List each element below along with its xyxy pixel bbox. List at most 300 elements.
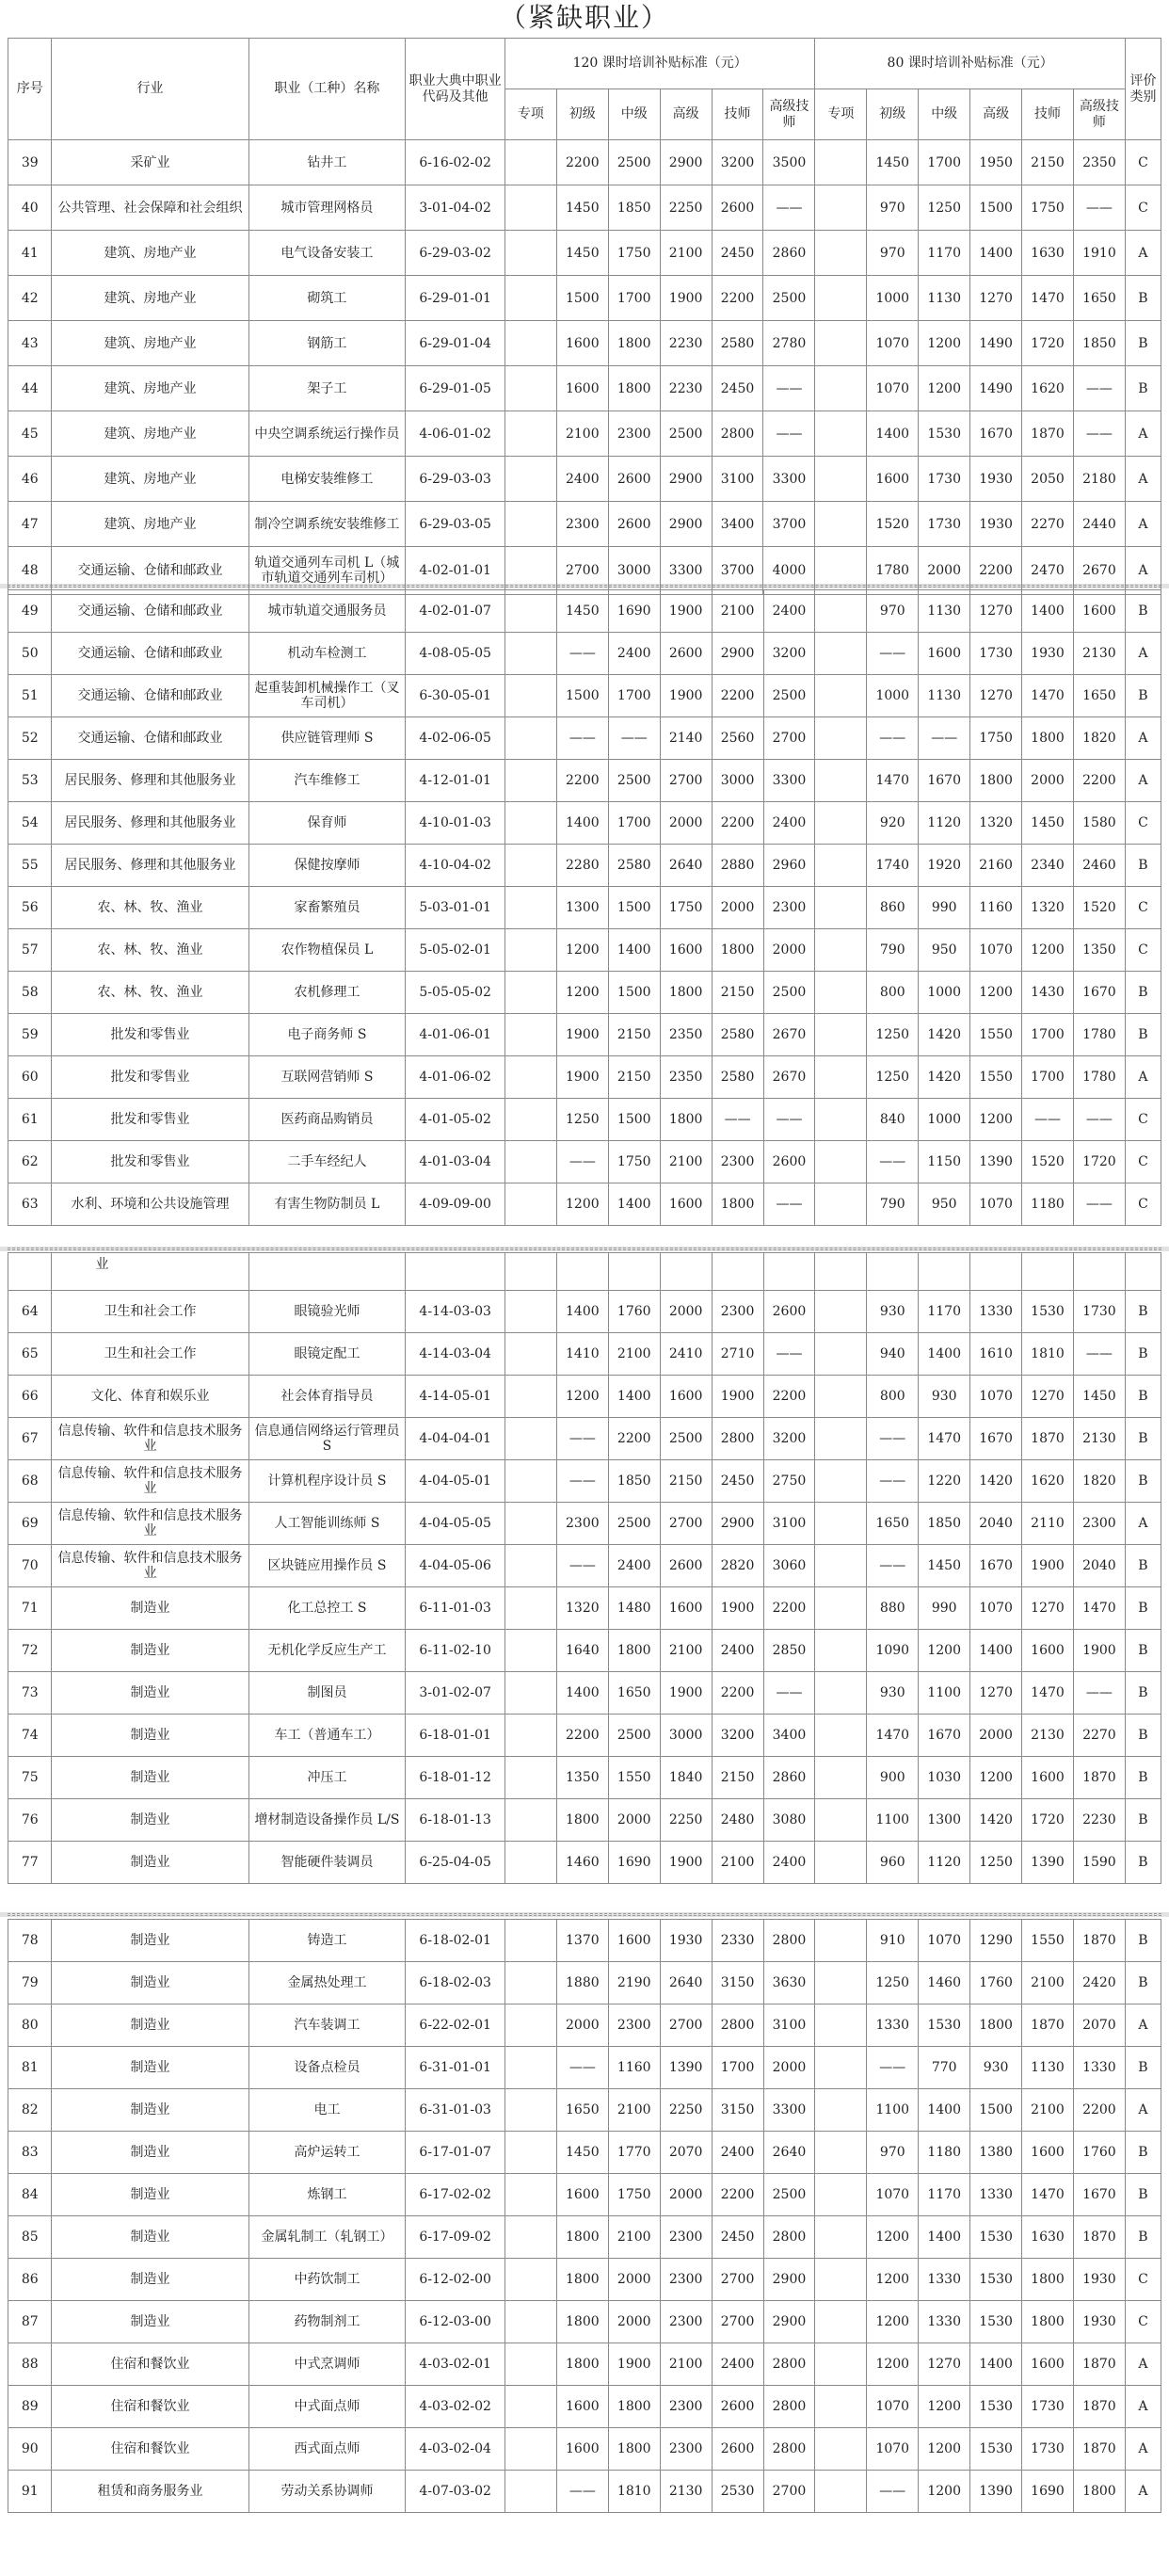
category-cell: B: [1125, 2216, 1161, 2259]
category-cell: B: [1125, 1291, 1161, 1333]
code-cell: 4-01-05-02: [406, 1099, 505, 1141]
subsidy-120-cell: [504, 1672, 556, 1715]
subsidy-80-cell: 1930: [970, 502, 1022, 547]
subsidy-80-cell: 1320: [1022, 887, 1074, 929]
seq-cell: 58: [8, 972, 52, 1014]
table-row: [8, 1460, 1161, 1503]
table-row: [8, 1014, 1161, 1056]
subsidy-120-cell: [504, 1799, 556, 1842]
subsidy-120-cell: 2900: [712, 1503, 763, 1545]
subsidy-120-cell: 3200: [763, 1418, 815, 1460]
subsidy-80-cell: 1530: [970, 2216, 1022, 2259]
subsidy-80-cell: 1470: [1073, 1587, 1125, 1630]
subsidy-120-cell: 1650: [608, 1672, 660, 1715]
subsidy-80-cell: [815, 1799, 867, 1842]
code-cell: 4-02-01-01: [406, 547, 505, 595]
subsidy-120-cell: 3400: [763, 1715, 815, 1757]
industry-cell: 文化、体育和娱乐业: [52, 1376, 248, 1418]
subsidy-120-cell: 2250: [660, 2089, 712, 2132]
industry-cell: 制造业: [52, 1962, 248, 2004]
category-cell: B: [1125, 321, 1161, 366]
subsidy-120-cell: 1600: [660, 1183, 712, 1226]
header-level: 高级: [970, 89, 1022, 140]
table-row: [8, 140, 1161, 185]
category-cell: B: [1125, 2132, 1161, 2174]
subsidy-120-cell: 2700: [763, 2471, 815, 2513]
subsidy-80-cell: 1780: [1073, 1014, 1125, 1056]
industry-cell: 制造业: [52, 2004, 248, 2047]
subsidy-80-cell: 920: [867, 802, 919, 845]
industry-cell: 居民服务、修理和其他服务业: [52, 845, 248, 887]
subsidy-80-cell: [815, 1056, 867, 1099]
subsidy-80-cell: 1580: [1073, 802, 1125, 845]
header-code: 职业大典中职业代码及其他: [406, 39, 505, 140]
subsidy-80-cell: 1920: [919, 845, 970, 887]
subsidy-120-cell: 2300: [608, 2004, 660, 2047]
subsidy-80-cell: 1930: [1022, 633, 1074, 675]
subsidy-120-cell: [504, 1014, 556, 1056]
subsidy-120-cell: [504, 802, 556, 845]
code-cell: 4-14-03-04: [406, 1333, 505, 1376]
industry-cell: 建筑、房地产业: [52, 366, 248, 411]
occupation-cell: 信息通信网络运行管理员 S: [248, 1418, 406, 1460]
subsidy-80-cell: 1070: [867, 366, 919, 411]
category-cell: B: [1125, 845, 1161, 887]
occupation-cell: 供应链管理师 S: [248, 717, 406, 760]
subsidy-120-cell: 1770: [608, 2132, 660, 2174]
subsidy-80-cell: 1650: [867, 1503, 919, 1545]
subsidy-120-cell: 1450: [556, 2132, 608, 2174]
industry-cell: 制造业: [52, 1799, 248, 1842]
subsidy-120-cell: 2700: [763, 717, 815, 760]
table-row: [8, 276, 1161, 321]
category-cell: B: [1125, 1630, 1161, 1672]
subsidy-80-cell: 1290: [970, 1920, 1022, 1962]
subsidy-80-cell: ——: [1073, 1099, 1125, 1141]
subsidy-80-cell: [815, 972, 867, 1014]
seq-cell: 79: [8, 1962, 52, 2004]
empty-cell: [660, 1253, 712, 1291]
occupation-cell: 冲压工: [248, 1757, 406, 1799]
occupation-cell: 家畜繁殖员: [248, 887, 406, 929]
subsidy-120-cell: 1390: [660, 2047, 712, 2089]
subsidy-80-cell: 1270: [1022, 1587, 1074, 1630]
subsidy-120-cell: ——: [556, 1460, 608, 1503]
occupation-cell: 人工智能训练师 S: [248, 1503, 406, 1545]
subsidy-80-cell: 1850: [1073, 321, 1125, 366]
subsidy-80-cell: 1530: [970, 2259, 1022, 2301]
subsidy-120-cell: 2800: [763, 2216, 815, 2259]
subsidy-80-cell: 1400: [919, 2216, 970, 2259]
occupation-cell: 二手车经纪人: [248, 1141, 406, 1183]
subsidy-120-cell: [504, 1291, 556, 1333]
industry-cell: 制造业: [52, 1587, 248, 1630]
subsidy-120-cell: 1900: [660, 675, 712, 717]
category-cell: B: [1125, 1376, 1161, 1418]
subsidy-80-cell: 1270: [970, 1672, 1022, 1715]
industry-cell: 建筑、房地产业: [52, 231, 248, 276]
subsidy-120-cell: 2200: [556, 1715, 608, 1757]
seq-cell: 78: [8, 1920, 52, 1962]
subsidy-120-cell: 1600: [660, 929, 712, 972]
industry-cell: 建筑、房地产业: [52, 502, 248, 547]
subsidy-120-cell: 2400: [763, 802, 815, 845]
table-row: [8, 1799, 1161, 1842]
subsidy-120-cell: 1450: [556, 590, 608, 633]
subsidy-80-cell: 1250: [867, 1014, 919, 1056]
subsidy-80-cell: [815, 2174, 867, 2216]
seq-cell: 57: [8, 929, 52, 972]
subsidy-80-cell: 1800: [1073, 2471, 1125, 2513]
seq-cell: 68: [8, 1460, 52, 1503]
industry-cell: 卫生和社会工作: [52, 1291, 248, 1333]
subsidy-80-cell: 1120: [919, 1842, 970, 1884]
subsidy-120-cell: 1600: [556, 321, 608, 366]
subsidy-80-cell: [815, 1920, 867, 1962]
seq-cell: 41: [8, 231, 52, 276]
code-cell: 6-29-03-02: [406, 231, 505, 276]
subsidy-80-cell: ——: [867, 1141, 919, 1183]
code-cell: 6-12-02-00: [406, 2259, 505, 2301]
subsidy-80-cell: 1780: [1073, 1056, 1125, 1099]
code-cell: 4-12-01-01: [406, 760, 505, 802]
code-cell: 4-01-06-02: [406, 1056, 505, 1099]
subsidy-80-cell: 1430: [1022, 972, 1074, 1014]
occupation-cell: 制图员: [248, 1672, 406, 1715]
subsidy-120-cell: 1800: [608, 2428, 660, 2471]
subsidy-120-cell: 2750: [763, 1460, 815, 1503]
category-cell: A: [1125, 411, 1161, 457]
empty-cell: [763, 1253, 815, 1291]
code-cell: 5-03-01-01: [406, 887, 505, 929]
table-row: [8, 1757, 1161, 1799]
subsidy-120-cell: 2000: [660, 1291, 712, 1333]
subsidy-80-cell: 1150: [919, 1141, 970, 1183]
subsidy-120-cell: 2250: [660, 185, 712, 231]
subsidy-80-cell: 970: [867, 590, 919, 633]
occupation-cell: 有害生物防制员 L: [248, 1183, 406, 1226]
code-cell: 6-18-01-01: [406, 1715, 505, 1757]
subsidy-120-cell: 2900: [660, 502, 712, 547]
table-row: [8, 2174, 1161, 2216]
occupation-cell: 车工（普通车工）: [248, 1715, 406, 1757]
industry-cell: 建筑、房地产业: [52, 321, 248, 366]
subsidy-120-cell: 3200: [712, 140, 763, 185]
subsidy-80-cell: 1100: [867, 2089, 919, 2132]
subsidy-80-cell: 1720: [1073, 1141, 1125, 1183]
subsidy-80-cell: 1460: [919, 1962, 970, 2004]
subsidy-80-cell: [815, 1099, 867, 1141]
subsidy-120-cell: 2100: [660, 231, 712, 276]
subsidy-120-cell: 1600: [556, 2386, 608, 2428]
page-title: （紧缺职业）: [499, 2, 669, 33]
table-row: [8, 1715, 1161, 1757]
subsidy-120-cell: 1700: [712, 2047, 763, 2089]
subsidy-120-cell: ——: [763, 185, 815, 231]
subsidy-80-cell: [815, 2089, 867, 2132]
subsidy-80-cell: 1870: [1073, 2216, 1125, 2259]
subsidy-120-cell: 2280: [556, 845, 608, 887]
seq-cell: 40: [8, 185, 52, 231]
subsidy-120-cell: 1800: [556, 2259, 608, 2301]
industry-cell: 批发和零售业: [52, 1056, 248, 1099]
code-cell: 6-11-02-10: [406, 1630, 505, 1672]
subsidy-120-cell: 1400: [556, 802, 608, 845]
industry-cell: 信息传输、软件和信息技术服务业: [52, 1545, 248, 1587]
code-cell: 6-29-01-01: [406, 276, 505, 321]
subsidy-80-cell: 1130: [1022, 2047, 1074, 2089]
subsidy-80-cell: [815, 929, 867, 972]
table-row: [8, 2216, 1161, 2259]
subsidy-120-cell: 2100: [660, 2343, 712, 2386]
subsidy-120-cell: 2800: [763, 1920, 815, 1962]
subsidy-80-cell: 1900: [1073, 1630, 1125, 1672]
seq-cell: 75: [8, 1757, 52, 1799]
code-cell: 6-16-02-02: [406, 140, 505, 185]
subsidy-80-cell: 1600: [867, 457, 919, 502]
subsidy-120-cell: 2500: [660, 1418, 712, 1460]
seq-cell: 54: [8, 802, 52, 845]
occupation-cell: 中式烹调师: [248, 2343, 406, 2386]
subsidy-120-cell: 2900: [763, 2259, 815, 2301]
subsidy-120-cell: ——: [712, 1099, 763, 1141]
subsidy-120-cell: 2600: [712, 185, 763, 231]
table-row: [8, 1418, 1161, 1460]
subsidy-80-cell: 1200: [919, 2471, 970, 2513]
subsidy-120-cell: ——: [556, 2471, 608, 2513]
subsidy-80-cell: 1450: [867, 140, 919, 185]
subsidy-80-cell: 1250: [919, 185, 970, 231]
subsidy-80-cell: 1330: [919, 2259, 970, 2301]
seq-cell: 80: [8, 2004, 52, 2047]
subsidy-80-cell: 1600: [1022, 1630, 1074, 1672]
subsidy-120-cell: 1880: [556, 1962, 608, 2004]
subsidy-80-cell: 1380: [970, 2132, 1022, 2174]
empty-cell: [248, 1253, 406, 1291]
subsidy-80-cell: 1130: [919, 276, 970, 321]
occupation-cell: 智能硬件装调员: [248, 1842, 406, 1884]
subsidy-120-cell: 2100: [660, 1141, 712, 1183]
subsidy-80-cell: 800: [867, 1376, 919, 1418]
subsidy-120-cell: 2700: [660, 2004, 712, 2047]
subsidy-80-cell: 960: [867, 1842, 919, 1884]
subsidy-120-cell: 2500: [608, 140, 660, 185]
subsidy-120-cell: 1460: [556, 1842, 608, 1884]
industry-cell: 住宿和餐饮业: [52, 2428, 248, 2471]
subsidy-120-cell: ——: [608, 717, 660, 760]
subsidy-120-cell: 2100: [712, 590, 763, 633]
code-cell: 6-18-02-03: [406, 1962, 505, 2004]
code-cell: 6-29-01-05: [406, 366, 505, 411]
industry-cell: 制造业: [52, 2132, 248, 2174]
category-cell: B: [1125, 1842, 1161, 1884]
seq-cell: 70: [8, 1545, 52, 1587]
subsidy-80-cell: 2040: [1073, 1545, 1125, 1587]
subsidy-80-cell: 2100: [1022, 1962, 1074, 2004]
subsidy-120-cell: 2200: [608, 1418, 660, 1460]
code-cell: 4-03-02-02: [406, 2386, 505, 2428]
subsidy-80-cell: [815, 1757, 867, 1799]
subsidy-80-cell: 1200: [919, 2386, 970, 2428]
industry-cell: 制造业: [52, 2089, 248, 2132]
subsidy-120-cell: 1600: [660, 1587, 712, 1630]
subsidy-80-cell: 2160: [970, 845, 1022, 887]
subsidy-120-cell: [504, 2047, 556, 2089]
continued-industry: 业: [52, 1253, 248, 1291]
seq-cell: 69: [8, 1503, 52, 1545]
subsidy-120-cell: [504, 1962, 556, 2004]
subsidy-120-cell: 1400: [608, 1183, 660, 1226]
subsidy-80-cell: 790: [867, 929, 919, 972]
subsidy-80-cell: 2130: [1073, 1418, 1125, 1460]
code-cell: 6-30-05-01: [406, 675, 505, 717]
subsidy-80-cell: 790: [867, 1183, 919, 1226]
subsidy-120-cell: 2560: [712, 717, 763, 760]
subsidy-120-cell: 2200: [712, 276, 763, 321]
industry-cell: 交通运输、仓储和邮政业: [52, 590, 248, 633]
category-cell: A: [1125, 633, 1161, 675]
subsidy-120-cell: 2900: [660, 140, 712, 185]
subsidy-120-cell: 3150: [712, 1962, 763, 2004]
table-row: [8, 1141, 1161, 1183]
subsidy-80-cell: 2270: [1022, 502, 1074, 547]
table-row: [8, 1545, 1161, 1587]
table-row: [8, 675, 1161, 717]
table-row: [8, 547, 1161, 595]
subsidy-120-cell: [504, 2216, 556, 2259]
subsidy-80-cell: [815, 1962, 867, 2004]
industry-cell: 农、林、牧、渔业: [52, 972, 248, 1014]
table-row: [8, 2132, 1161, 2174]
table-row: [8, 2259, 1161, 2301]
subsidy-80-cell: 1390: [970, 2471, 1022, 2513]
subsidy-120-cell: [504, 2471, 556, 2513]
subsidy-80-cell: [815, 2343, 867, 2386]
subsidy-120-cell: 2800: [763, 2343, 815, 2386]
seq-cell: 61: [8, 1099, 52, 1141]
code-cell: 4-04-05-06: [406, 1545, 505, 1587]
subsidy-80-cell: 1590: [1073, 1842, 1125, 1884]
subsidy-80-cell: 1750: [970, 717, 1022, 760]
subsidy-80-cell: 1700: [1022, 1014, 1074, 1056]
subsidy-80-cell: [815, 2301, 867, 2343]
subsidy-80-cell: ——: [1073, 411, 1125, 457]
table-row: [8, 185, 1161, 231]
subsidy-80-cell: ——: [1073, 1672, 1125, 1715]
subsidy-80-cell: 2350: [1073, 140, 1125, 185]
subsidy-120-cell: ——: [556, 1418, 608, 1460]
subsidy-80-cell: 2000: [1022, 760, 1074, 802]
subsidy-80-cell: [815, 2216, 867, 2259]
industry-cell: 制造业: [52, 1630, 248, 1672]
subsidy-80-cell: 1330: [970, 2174, 1022, 2216]
table-row: [8, 1376, 1161, 1418]
subsidy-120-cell: 2350: [660, 1056, 712, 1099]
subsidy-80-cell: 1450: [1073, 1376, 1125, 1418]
subsidy-80-cell: 1120: [919, 802, 970, 845]
code-cell: 4-04-05-01: [406, 1460, 505, 1503]
subsidy-80-cell: ——: [867, 633, 919, 675]
subsidy-120-cell: 2000: [608, 2301, 660, 2343]
table-row: [8, 760, 1161, 802]
empty-cell: [970, 1253, 1022, 1291]
subsidy-120-cell: 2300: [556, 1503, 608, 1545]
subsidy-80-cell: 2100: [1022, 2089, 1074, 2132]
code-cell: 6-31-01-03: [406, 2089, 505, 2132]
subsidy-120-cell: 1700: [608, 675, 660, 717]
category-cell: C: [1125, 802, 1161, 845]
category-cell: A: [1125, 502, 1161, 547]
subsidy-80-cell: 1100: [919, 1672, 970, 1715]
header-level: 中级: [608, 89, 660, 140]
subsidy-80-cell: [815, 675, 867, 717]
subsidy-80-cell: 1180: [1022, 1183, 1074, 1226]
subsidy-80-cell: [815, 887, 867, 929]
subsidy-80-cell: 2200: [970, 547, 1022, 595]
subsidy-80-cell: 1200: [919, 366, 970, 411]
category-cell: B: [1125, 366, 1161, 411]
occupation-cell: 钢筋工: [248, 321, 406, 366]
subsidy-80-cell: 1620: [1022, 366, 1074, 411]
seq-cell: 74: [8, 1715, 52, 1757]
code-cell: 4-14-05-01: [406, 1376, 505, 1418]
subsidy-120-cell: 2900: [660, 457, 712, 502]
subsidy-120-cell: 1550: [608, 1757, 660, 1799]
subsidy-80-cell: 2200: [1073, 2089, 1125, 2132]
subsidy-table: [8, 589, 1161, 1226]
code-cell: 4-02-06-05: [406, 717, 505, 760]
subsidy-80-cell: 1330: [919, 2301, 970, 2343]
subsidy-120-cell: 2410: [660, 1333, 712, 1376]
subsidy-80-cell: [815, 321, 867, 366]
subsidy-120-cell: [504, 1460, 556, 1503]
subsidy-120-cell: 3200: [763, 633, 815, 675]
occupation-cell: 高炉运转工: [248, 2132, 406, 2174]
subsidy-120-cell: 2900: [763, 2301, 815, 2343]
subsidy-80-cell: [815, 185, 867, 231]
subsidy-120-cell: 2330: [712, 1920, 763, 1962]
subsidy-120-cell: ——: [763, 1672, 815, 1715]
occupation-cell: 轨道交通列车司机 L（城市轨道交通列车司机）: [248, 547, 406, 595]
seq-cell: 53: [8, 760, 52, 802]
subsidy-120-cell: 3630: [763, 1962, 815, 2004]
subsidy-80-cell: 1870: [1073, 1757, 1125, 1799]
subsidy-120-cell: 2600: [763, 1141, 815, 1183]
occupation-cell: 医药商品购销员: [248, 1099, 406, 1141]
subsidy-80-cell: 1470: [867, 1715, 919, 1757]
seq-cell: 48: [8, 547, 52, 595]
subsidy-120-cell: 2580: [608, 845, 660, 887]
category-cell: A: [1125, 760, 1161, 802]
subsidy-120-cell: [504, 1418, 556, 1460]
table-row: [8, 2428, 1161, 2471]
subsidy-120-cell: 2230: [660, 366, 712, 411]
table-row: [8, 845, 1161, 887]
category-cell: C: [1125, 929, 1161, 972]
category-cell: B: [1125, 1962, 1161, 2004]
subsidy-80-cell: 1200: [867, 2343, 919, 2386]
code-cell: 4-01-06-01: [406, 1014, 505, 1056]
subsidy-80-cell: 1650: [1073, 276, 1125, 321]
subsidy-120-cell: 1800: [556, 2301, 608, 2343]
seq-cell: 65: [8, 1333, 52, 1376]
subsidy-80-cell: 2040: [970, 1503, 1022, 1545]
subsidy-120-cell: 1800: [608, 321, 660, 366]
empty-cell: [815, 1253, 867, 1291]
subsidy-120-cell: 1320: [556, 1587, 608, 1630]
subsidy-80-cell: [815, 1333, 867, 1376]
subsidy-120-cell: 2000: [763, 2047, 815, 2089]
